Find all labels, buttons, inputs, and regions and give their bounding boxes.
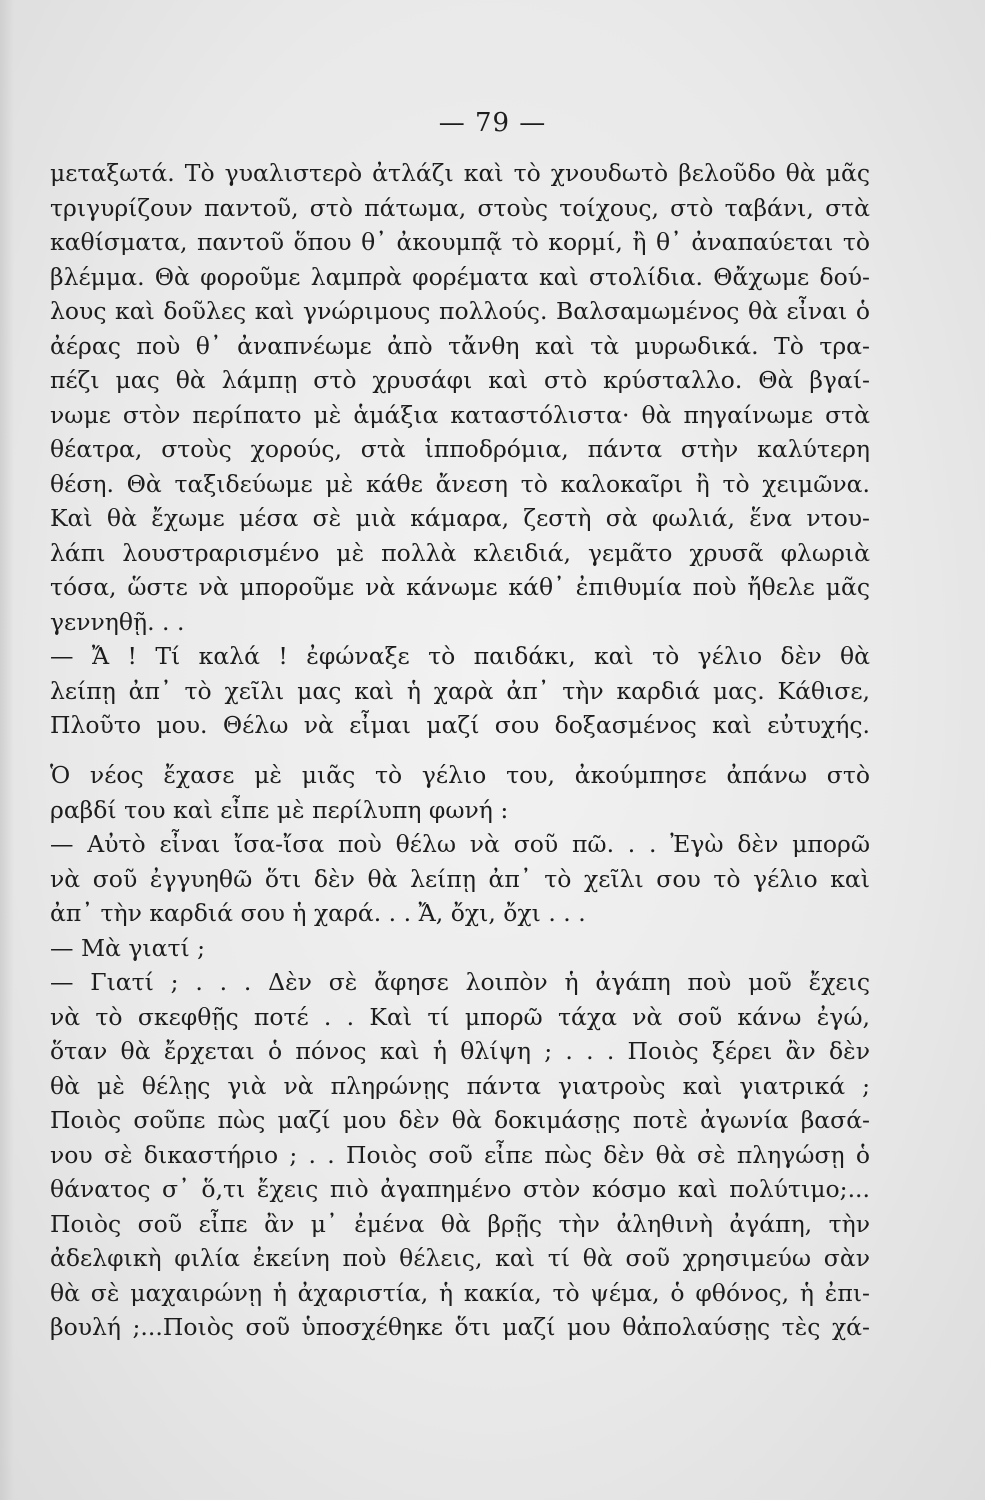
text-line: νου σὲ δικαστήριο ; . . Ποιὸς σοῦ εἶπε πὼς δὲν θὰ σὲ πληγώσῃ ὁ [50, 1140, 870, 1169]
text-line: Καὶ θὰ ἔχωμε μέσα σὲ μιὰ κάμαρα, ζεστὴ σὰ φωλιά, ἕνα ντου- [50, 504, 870, 532]
text-line: ραβδί του καὶ εἶπε μὲ περίλυπη φωνή : [50, 795, 509, 824]
text-line: καθίσματα, παντοῦ ὅπου θ᾽ ἀκουμπᾷ τὸ κορμί, ἢ θ᾽ ἀναπαύεται τὸ [50, 228, 870, 256]
paragraph-2 [50, 758, 870, 1345]
text-line: ἀέρας ποὺ θ᾽ ἀναπνέωμε ἀπὸ τἄνθη καὶ τὰ μυρωδικά. Τὸ τρα- [50, 331, 870, 360]
text-line: ὅταν θὰ ἔρχεται ὁ πόνος καὶ ἡ θλίψη ; . . . Ποιὸς ξέρει ἂν δὲν [50, 1037, 870, 1065]
paragraph-1 [50, 156, 870, 743]
text-line: Ὁ νέος ἔχασε μὲ μιᾶς τὸ γέλιο του, ἀκούμπησε ἀπάνω στὸ [50, 761, 870, 789]
text-line: — Μὰ γιατί ; [50, 933, 206, 962]
text-line: γεννηθῇ. . . [50, 607, 185, 636]
text-line: θέση. Θὰ ταξιδεύωμε μὲ κάθε ἄνεση τὸ καλοκαῖρι ἢ τὸ χειμῶνα. [50, 469, 870, 498]
text-line: τόσα, ὥστε νὰ μποροῦμε νὰ κάνωμε κάθ᾽ ἐπιθυμία ποὺ ἤθελε μᾶς [50, 573, 870, 601]
text-line: ἀδελφικὴ φιλία ἐκείνη ποὺ θέλεις, καὶ τί θὰ σοῦ χρησιμεύω σὰν [50, 1244, 870, 1272]
text-line: — Γιατί ; . . . Δὲν σὲ ἄφησε λοιπὸν ἡ ἀγάπη ποὺ μοῦ ἔχεις [50, 968, 870, 996]
text-line: θὰ σὲ μαχαιρώνῃ ἡ ἀχαριστία, ἡ κακία, τὸ ψέμα, ὁ φθόνος, ἡ ἐπι- [50, 1278, 870, 1307]
text-line: Ποιὸς σοῦ εἶπε ἂν μ᾽ ἐμένα θὰ βρῇς τὴν ἀληθινὴ ἀγάπη, τὴν [50, 1209, 870, 1238]
text-line: βλέμμα. Θὰ φοροῦμε λαμπρὰ φορέματα καὶ στολίδια. Θἄχωμε δού- [50, 262, 870, 291]
text-line: Πλοῦτο μου. Θέλω νὰ εἶμαι μαζί σου δοξασμένος καὶ εὐτυχής. [50, 711, 870, 739]
text-line: θάνατος σ᾽ ὅ,τι ἔχεις πιὸ ἀγαπημένο στὸν κόσμο καὶ πολύτιμο;... [50, 1175, 870, 1203]
text-line: νωμε στὸν περίπατο μὲ ἁμάξια καταστόλιστα· θὰ πηγαίνωμε στὰ [50, 400, 870, 429]
text-line: νὰ σοῦ ἐγγυηθῶ ὅτι δὲν θὰ λείπῃ ἀπ᾽ τὸ χεῖλι σου τὸ γέλιο καὶ [50, 864, 870, 893]
text-line: λάπι λουστραρισμένο μὲ πολλὰ κλειδιά, γεμᾶτο χρυσᾶ φλωριὰ [50, 538, 870, 567]
text-line: πέζι μας θὰ λάμπῃ στὸ χρυσάφι καὶ στὸ κρύσταλλο. Θὰ βγαί- [50, 366, 870, 394]
text-line: λους καὶ δοῦλες καὶ γνώριμους πολλούς. Βαλσαμωμένος θὰ εἶναι ὁ [50, 297, 870, 325]
text-line: — Αὐτὸ εἶναι ἴσα-ἴσα ποὺ θέλω νὰ σοῦ πῶ. . . Ἐγὼ δὲν μπορῶ [50, 830, 870, 858]
text-line: μεταξωτά. Τὸ γυαλιστερὸ ἀτλάζι καὶ τὸ χνουδωτὸ βελοῦδο θὰ μᾶς [50, 159, 870, 187]
page-edge-shadow [0, 0, 14, 1500]
text-line: Ποιὸς σοῦπε πὼς μαζί μου δὲν θὰ δοκιμάσῃς ποτὲ ἀγωνία βασά- [50, 1106, 870, 1134]
text-line: λείπῃ ἀπ᾽ τὸ χεῖλι μας καὶ ἡ χαρὰ ἀπ᾽ τὴν καρδιά μας. Κάθισε, [50, 676, 870, 705]
text-line: θὰ μὲ θέλῃς γιὰ νὰ πληρώνῃς πάντα γιατροὺς καὶ γιατρικά ; [50, 1071, 870, 1100]
text-line: — Ἄ ! Τί καλά ! ἐφώναξε τὸ παιδάκι, καὶ τὸ γέλιο δὲν θὰ [50, 642, 870, 670]
text-line: νὰ τὸ σκεφθῇς ποτέ . . Καὶ τί μπορῶ τάχα νὰ σοῦ κάνω ἐγώ, [50, 1002, 870, 1031]
text-line: ἀπ᾽ τὴν καρδιά σου ἡ χαρά. . . Ἄ, ὄχι, ὄχι . . . [50, 899, 586, 927]
page-number: — 79 — [438, 108, 547, 138]
text-line: τριγυρίζουν παντοῦ, στὸ πάτωμα, στοὺς τοίχους, στὸ ταβάνι, στὰ [50, 193, 870, 222]
text-line: βουλή ;...Ποιὸς σοῦ ὑποσχέθηκε ὅτι μαζί μου θἀπολαύσῃς τὲς χά- [50, 1313, 870, 1341]
text-line: θέατρα, στοὺς χορούς, στὰ ἱπποδρόμια, πάντα στὴν καλύτερη [50, 435, 870, 463]
